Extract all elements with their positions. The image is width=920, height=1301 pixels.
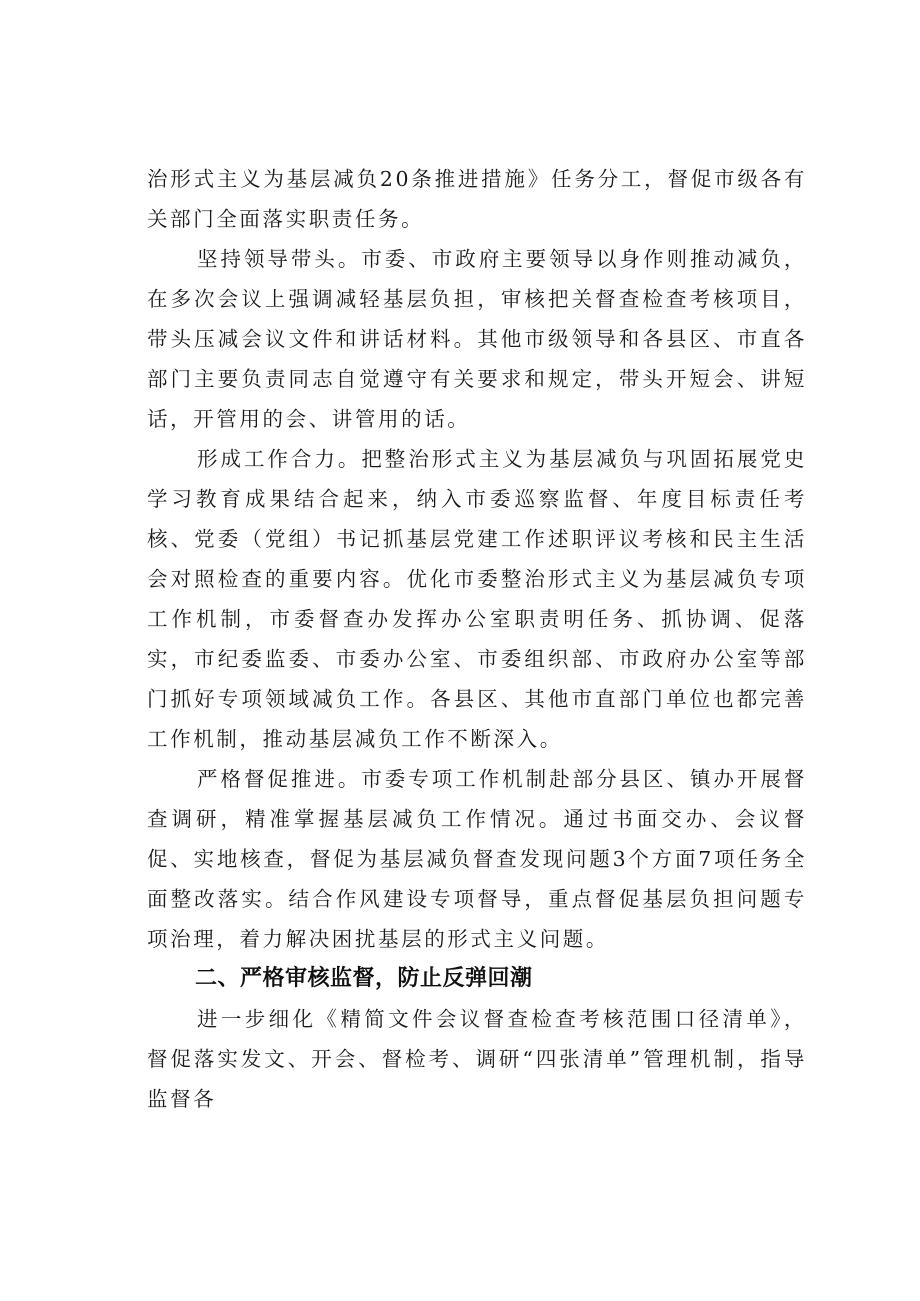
document-body xyxy=(147,159,807,1119)
paragraph-leadership: 坚持领导带头。市委、市政府主要领导以身作则推动减负，在多次会议上强调减轻基层负担，审核把关督查检查考核项目，带头压减会议文件和讲话材料。其他市级领导和各县区、市直各部门主要负责同志自觉遵守有关要求和规定，带头开短会、讲短话，开管用的会、讲管用的话。 xyxy=(147,247,807,431)
section-heading: 二、严格审核监督，防止反弹回潮 xyxy=(195,966,533,991)
paragraph-supervision: 严格督促推进。市委专项工作机制赴部分县区、镇办开展督查调研，精准掌握基层减负工作情况。通过书面交办、会议督促、实地核查，督促为基层减负督查发现问题3个方面7项任务全面整改落实。结合作风建设专项督导，重点督促基层负担问题专项治理，着力解决困扰基层的形式主义问题。 xyxy=(147,767,807,951)
paragraph-joint-effort: 形成工作合力。把整治形式主义为基层减负与巩固拓展党史学习教育成果结合起来，纳入市委巡察监督、年度目标责任考核、党委（党组）书记抓基层党建工作述职评议考核和民主生活会对照检查的重要内容。优化市委整治形式主义为基层减负专项工作机制，市委督查办发挥办公室职责明任务、抓协调、促落实，市纪委监委、市委办公室、市委组织部、市政府办公室等部门抓好专项领域减负工作。各县区、其他市直部门单位也都完善工作机制，推动基层减负工作不断深入。 xyxy=(147,447,807,751)
paragraph-task-division: 治形式主义为基层减负20条推进措施》任务分工，督促市级各有关部门全面落实职责任务。 xyxy=(147,167,807,231)
paragraph-refinement: 进一步细化《精简文件会议督查检查考核范围口径清单》，督促落实发文、开会、督检考、调研“四张清单”管理机制，指导监督各 xyxy=(147,1007,807,1111)
